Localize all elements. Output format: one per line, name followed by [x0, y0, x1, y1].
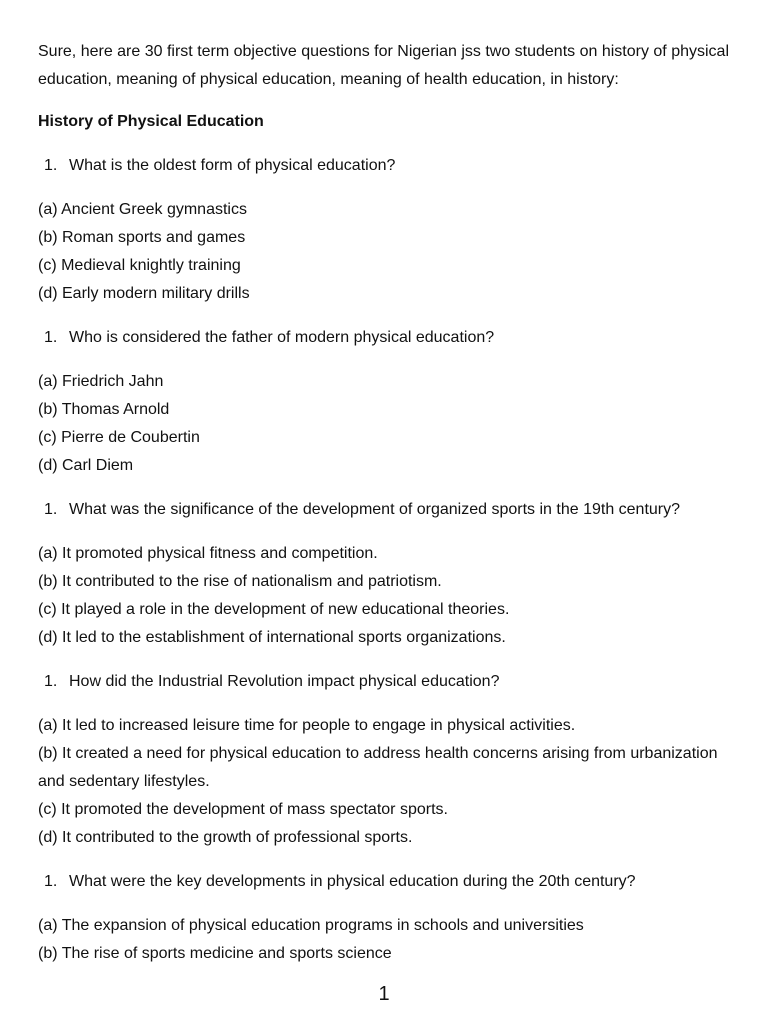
question — [38, 496, 738, 524]
question-number: 1. — [44, 501, 58, 518]
question-number: 1. — [44, 873, 58, 890]
option: (a) Ancient Greek gymnastics — [38, 201, 247, 218]
option: (d) It contributed to the growth of professional sports. — [38, 829, 413, 846]
option-list — [38, 196, 738, 308]
document-page — [38, 38, 738, 968]
question-text: How did the Industrial Revolution impact physical education? — [69, 673, 500, 690]
question-text: What was the significance of the development of organized sports in the 19th century? — [69, 501, 681, 518]
option: (c) Medieval knightly training — [38, 257, 241, 274]
question — [38, 868, 738, 896]
option: (d) It led to the establishment of international sports organizations. — [38, 629, 506, 646]
option-list — [38, 712, 738, 852]
option: (a) It led to increased leisure time for people to engage in physical activities. — [38, 717, 576, 734]
question-block — [38, 496, 738, 652]
section-heading: History of Physical Education — [38, 113, 264, 130]
question-text: What is the oldest form of physical education? — [69, 157, 396, 174]
option: (c) Pierre de Coubertin — [38, 429, 200, 446]
question-block — [38, 668, 738, 852]
intro-paragraph: Sure, here are 30 first term objective questions for Nigerian jss two students on history of physical education, meaning of physical education, meaning of health education, in history: — [38, 43, 729, 88]
option: (a) It promoted physical fitness and competition. — [38, 545, 378, 562]
question — [38, 152, 738, 180]
option: (d) Early modern military drills — [38, 285, 250, 302]
question-text: Who is considered the father of modern physical education? — [69, 329, 495, 346]
question-number: 1. — [44, 673, 58, 690]
question-text: What were the key developments in physical education during the 20th century? — [69, 873, 636, 890]
option: (a) Friedrich Jahn — [38, 373, 164, 390]
option: (c) It played a role in the development of new educational theories. — [38, 601, 510, 618]
question — [38, 324, 738, 352]
option: (c) It promoted the development of mass spectator sports. — [38, 801, 448, 818]
option: (b) Thomas Arnold — [38, 401, 170, 418]
question-number: 1. — [44, 157, 58, 174]
question-number: 1. — [44, 329, 58, 346]
option: (d) Carl Diem — [38, 457, 134, 474]
question — [38, 668, 738, 696]
page-number: 1 — [378, 983, 390, 1005]
option: (a) The expansion of physical education programs in schools and universities — [38, 917, 584, 934]
option-list — [38, 368, 738, 480]
question-block — [38, 868, 738, 968]
question-block — [38, 324, 738, 480]
option: (b) The rise of sports medicine and sports science — [38, 945, 392, 962]
question-block — [38, 152, 738, 308]
option: (b) It created a need for physical education to address health concerns arising from urbanization and sedentary lifestyles. — [38, 745, 718, 790]
option-list — [38, 540, 738, 652]
option-list — [38, 912, 738, 968]
option: (b) Roman sports and games — [38, 229, 246, 246]
option: (b) It contributed to the rise of nationalism and patriotism. — [38, 573, 442, 590]
